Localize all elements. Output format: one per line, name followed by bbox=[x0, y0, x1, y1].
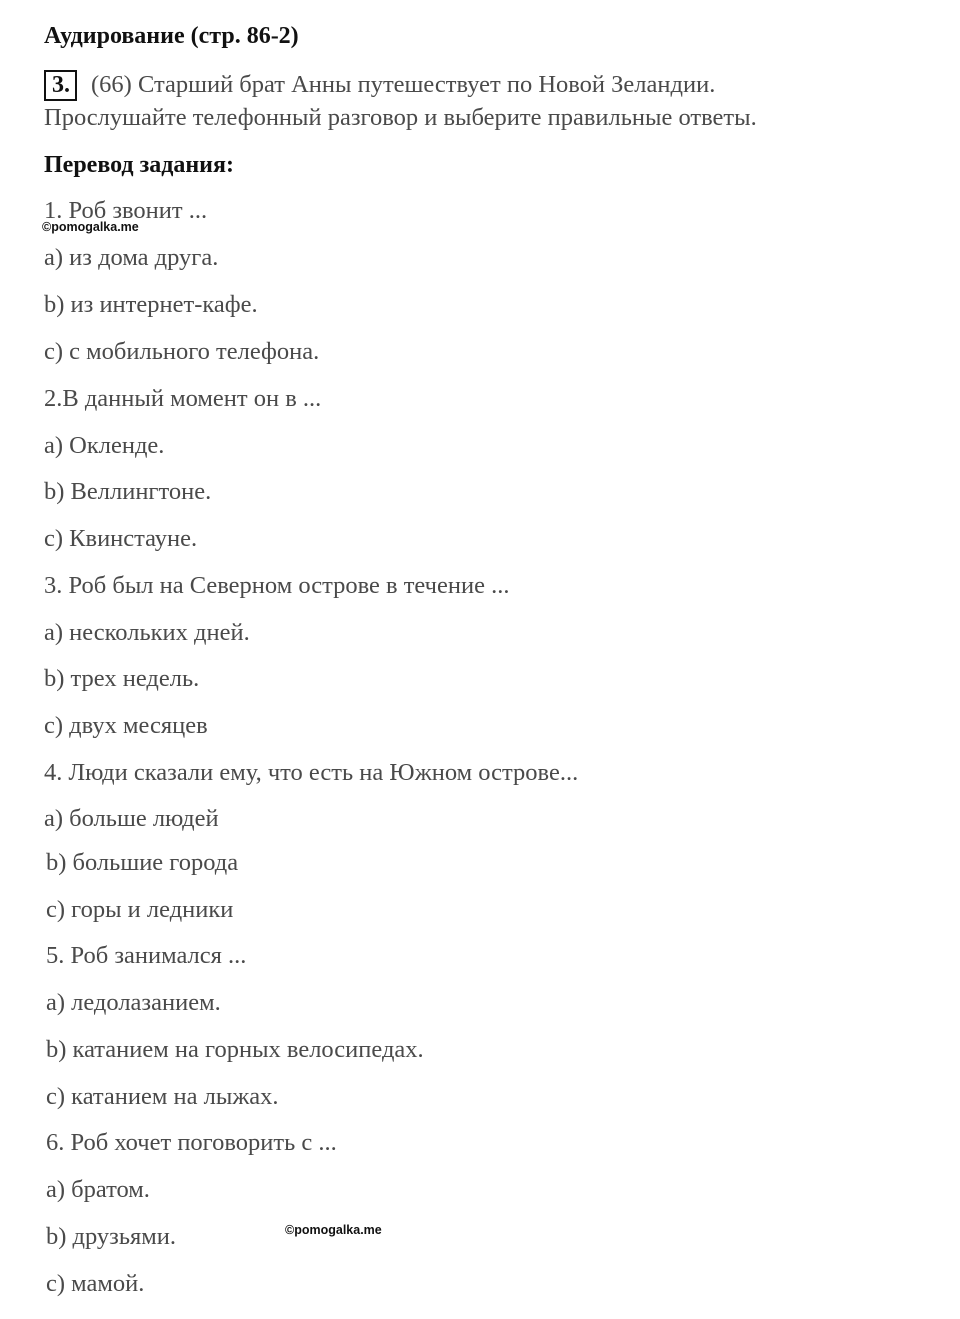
question-4-option-c: c) горы и ледники bbox=[46, 896, 234, 923]
question-2-option-b: b) Веллингтоне. bbox=[44, 478, 212, 505]
task-text-line-2: Прослушайте телефонный разговор и выберите правильные ответы. bbox=[44, 104, 757, 131]
question-3-option-a: a) нескольких дней. bbox=[44, 619, 250, 646]
question-4-option-a: a) больше людей bbox=[44, 805, 219, 832]
question-4: 4. Люди сказали ему, что есть на Южном острове... bbox=[44, 759, 579, 786]
question-2-option-c: c) Квинстауне. bbox=[44, 525, 198, 552]
watermark-top: ©pomogalka.me bbox=[42, 220, 139, 234]
task-statement bbox=[44, 70, 715, 101]
question-6-option-b: b) друзьями. bbox=[46, 1223, 177, 1250]
question-3-option-c: c) двух месяцев bbox=[44, 712, 208, 739]
question-1: 1. Роб звонит ... bbox=[44, 197, 208, 224]
question-2: 2.В данный момент он в ... bbox=[44, 385, 322, 412]
page-title: Аудирование (стр. 86-2) bbox=[44, 23, 299, 49]
question-3: 3. Роб был на Северном острове в течение ... bbox=[44, 572, 510, 599]
question-1-option-a: a) из дома друга. bbox=[44, 244, 219, 271]
question-1-option-c: c) с мобильного телефона. bbox=[44, 338, 320, 365]
question-5-option-c: c) катанием на лыжах. bbox=[46, 1083, 279, 1110]
translation-heading: Перевод задания: bbox=[44, 152, 234, 178]
question-6-option-a: a) братом. bbox=[46, 1176, 150, 1203]
watermark-bottom: ©pomogalka.me bbox=[285, 1223, 382, 1237]
question-1-option-b: b) из интернет-кафе. bbox=[44, 291, 258, 318]
question-2-option-a: a) Окленде. bbox=[44, 432, 165, 459]
question-6-option-c: c) мамой. bbox=[46, 1270, 145, 1297]
question-5: 5. Роб занимался ... bbox=[46, 942, 247, 969]
question-5-option-a: a) ледолазанием. bbox=[46, 989, 221, 1016]
question-4-option-b: b) большие города bbox=[46, 849, 239, 876]
question-5-option-b: b) катанием на горных велосипедах. bbox=[46, 1036, 424, 1063]
task-text-line-1: (66) Старший брат Анны путешествует по Новой Зеландии. bbox=[91, 71, 716, 98]
question-3-option-b: b) трех недель. bbox=[44, 665, 200, 692]
question-6: 6. Роб хочет поговорить с ... bbox=[46, 1129, 337, 1156]
task-number: 3. bbox=[44, 70, 77, 101]
